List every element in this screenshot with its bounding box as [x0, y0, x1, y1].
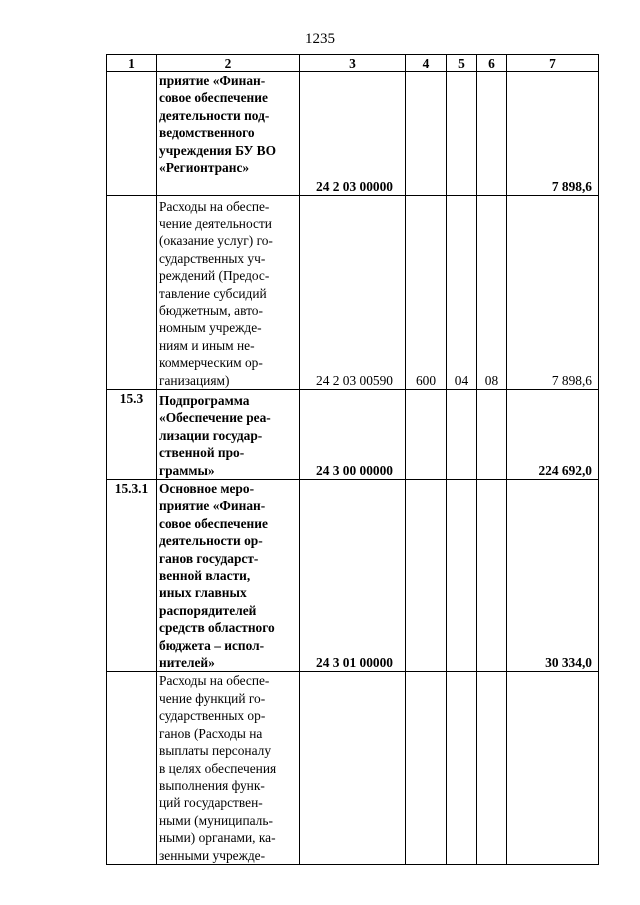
row-expense-type — [406, 390, 447, 480]
row-amount: 7 898,6 — [507, 196, 599, 390]
row-target-code: 24 2 03 00000 — [300, 72, 406, 196]
row-name-text: Основное меро- приятие «Финан- совое обеспечение деятельности ор- ганов государст- венной власти, иных главных распорядителей средств областного бюджета – испол- нителей» — [159, 481, 275, 671]
row-name — [157, 390, 300, 480]
row-target-code — [300, 672, 406, 865]
table-row — [107, 672, 599, 865]
row-name-text: Подпрограмма «Обеспечение реа- лизации государ- ственной про- граммы» — [159, 392, 271, 478]
row-number: 15.3 — [107, 390, 157, 480]
column-header-7: 7 — [507, 55, 599, 72]
row-section — [447, 72, 477, 196]
row-number — [107, 672, 157, 865]
row-amount — [507, 672, 599, 865]
table-row — [107, 390, 599, 480]
row-name — [157, 672, 300, 865]
row-expense-type — [406, 672, 447, 865]
row-name-text: Расходы на обеспе- чение функций го- сударственных ор- ганов (Расходы на выплаты персоналу в целях обеспечения выполнения функ- ций государствен- ными (муниципаль- ными) органами, ка- зенными учрежде- — [159, 673, 277, 863]
row-subsection: 08 — [477, 196, 507, 390]
row-name — [157, 480, 300, 672]
table-row — [107, 196, 599, 390]
row-subsection — [477, 72, 507, 196]
column-header-1: 1 — [107, 55, 157, 72]
budget-table — [106, 54, 599, 865]
page-number: 1235 — [305, 31, 335, 47]
table-row — [107, 480, 599, 672]
row-section — [447, 672, 477, 865]
row-section — [447, 480, 477, 672]
column-header-5: 5 — [447, 55, 477, 72]
row-name-text: приятие «Финан- совое обеспечение деятельности под- ведомственного учреждения БУ ВО «Регионтранс» — [159, 73, 276, 176]
row-name — [157, 72, 300, 196]
row-target-code: 24 3 00 00000 — [300, 390, 406, 480]
row-subsection — [477, 672, 507, 865]
row-target-code: 24 3 01 00000 — [300, 480, 406, 672]
column-header-6: 6 — [477, 55, 507, 72]
row-target-code: 24 2 03 00590 — [300, 196, 406, 390]
row-name — [157, 196, 300, 390]
row-amount: 30 334,0 — [507, 480, 599, 672]
row-subsection — [477, 390, 507, 480]
row-name-text: Расходы на обеспе- чение деятельности (оказание услуг) го- сударственных уч- реждений (Предос- тавление субсидий бюджетным, авто- номным учрежде- ниям и иным не- коммерческим ор- ганизациям) — [159, 198, 273, 388]
row-number — [107, 72, 157, 196]
table-header-row — [107, 55, 599, 72]
row-amount: 224 692,0 — [507, 390, 599, 480]
table-row — [107, 72, 599, 196]
row-expense-type: 600 — [406, 196, 447, 390]
column-header-2: 2 — [157, 55, 300, 72]
row-expense-type — [406, 480, 447, 672]
row-number: 15.3.1 — [107, 480, 157, 672]
row-section — [447, 390, 477, 480]
row-number — [107, 196, 157, 390]
row-section: 04 — [447, 196, 477, 390]
row-amount: 7 898,6 — [507, 72, 599, 196]
column-header-4: 4 — [406, 55, 447, 72]
row-expense-type — [406, 72, 447, 196]
row-subsection — [477, 480, 507, 672]
column-header-3: 3 — [300, 55, 406, 72]
